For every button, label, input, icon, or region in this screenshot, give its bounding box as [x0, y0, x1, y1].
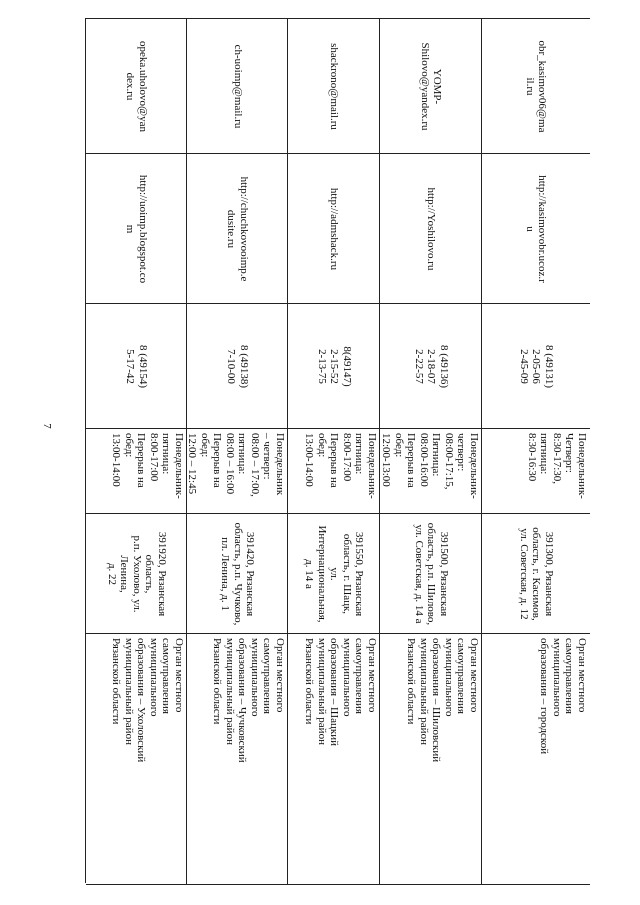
table-row — [187, 634, 288, 884]
table-row — [380, 429, 482, 514]
phone-cell: 8 (49136) 2-18-07 2-22-57 — [412, 344, 450, 389]
site-cell: http://Yoshilovo.ru — [425, 187, 438, 271]
site-cell: http://admshack.ru — [328, 187, 341, 271]
address-cell: 391420, Рязанская область, р.п. Чучково, пл. Ленина, д. 1 — [219, 522, 257, 626]
schedule-cell: Понедельник – четверг: 08:00 – 17:00, пятница: 08:00 – 16:00 Перерыв на обед: 12:00 – 12:45 — [187, 433, 286, 497]
email-cell: YOMP- Shilovo@yandex.ru — [419, 42, 444, 131]
table-row — [288, 634, 380, 884]
table-row — [482, 154, 590, 304]
organ-cell: Орган местного самоуправления муниципального образования – Чучковский муниципальный район Рязанской области — [211, 638, 286, 763]
schedule-column — [86, 428, 590, 514]
organ-cell: Орган местного самоуправления муниципального образования – Шиловский муниципальный район Рязанской области — [405, 638, 480, 763]
table-row — [380, 514, 482, 634]
organ-cell: Орган местного самоуправления муниципального образования – Шацкий муниципальный район Рязанской области — [303, 638, 378, 747]
table-row — [187, 19, 288, 154]
email-cell: shackrono@mail.ru — [328, 43, 341, 130]
address-cell: 391920, Рязанская область, р.п. Ухолово, ул. Ленина, д. 22 — [105, 531, 168, 617]
table-row — [86, 19, 187, 154]
table-row — [187, 304, 288, 429]
site-column — [86, 153, 590, 304]
table-row — [288, 429, 380, 514]
table-row — [86, 634, 187, 884]
schedule-cell: Понедельник- четверг: 08:00-17:15, Пятница: 08:00-16:00 Перерыв на обед: 12:00-13:00 — [380, 433, 480, 499]
table-row — [86, 514, 187, 634]
table-row — [482, 634, 590, 884]
email-cell: opeka.uholovo@yan dex.ru — [124, 40, 149, 133]
phone-column — [86, 303, 590, 429]
organ-cell: Орган местного самоуправления муниципального образования – городской — [538, 638, 588, 755]
table-row — [380, 19, 482, 154]
site-cell: http://uoimp.blogspot.co m — [124, 174, 149, 284]
table-row — [482, 19, 590, 154]
schedule-cell: Понедельник- пятница: 8:00-17:00 Перерыв на обед: 13:00-14:00 — [303, 433, 378, 499]
table-row — [86, 154, 187, 304]
table-row — [187, 514, 288, 634]
table-row — [380, 634, 482, 884]
table-row — [482, 429, 590, 514]
phone-cell: 8 (49154) 5-17-42 — [124, 344, 149, 389]
address-cell: 391500, Рязанская область, р.п. Шилово, ул. Советская, д. 14 а — [412, 522, 450, 626]
email-cell: obr_kasimov06@ma il.ru — [524, 40, 549, 133]
table-row — [288, 154, 380, 304]
address-column — [86, 513, 590, 634]
table-row — [187, 429, 288, 514]
email-column — [86, 18, 590, 154]
address-cell: 391550, Рязанская область, г. Шацк, ул. Интернациональная, д. 14 а — [303, 525, 366, 623]
page-number: 7 — [40, 423, 53, 429]
table-row — [288, 514, 380, 634]
table-row — [187, 154, 288, 304]
phone-cell: 8 (49131) 2-05-06 2-45-09 — [517, 344, 555, 389]
schedule-cell: Понедельник- Четверг: 8:30-17:30, пятница: 8:30-16:30 — [526, 433, 588, 499]
table-row — [86, 304, 187, 429]
table-row — [380, 154, 482, 304]
address-cell: 391300, Рязанская область, г. Касимов, ул. Советская, д. 12 — [517, 527, 555, 621]
table-row — [288, 304, 380, 429]
site-cell: http://chuchkovooimp.e dusite.ru — [225, 176, 250, 282]
schedule-cell: Понедельник- пятница: 8:00-17:00 Перерыв на обед: 13:00-14:00 — [110, 433, 185, 499]
table-row — [86, 429, 187, 514]
table-row — [288, 19, 380, 154]
organ-cell: Орган местного самоуправления муниципального образования – Ухоловский муниципальный район Рязанской области — [110, 638, 185, 763]
site-cell: http://kasimovobr.ucoz.r u — [524, 175, 549, 283]
email-cell: ch-uoimp@mail.ru — [231, 44, 244, 129]
organizations-table — [85, 18, 590, 883]
phone-cell: 8(49147) 2-15-52 2-13-75 — [315, 346, 353, 387]
table-row — [482, 514, 590, 634]
organ-column — [86, 633, 590, 885]
table-row — [482, 304, 590, 429]
phone-cell: 8 (49138) 7-10-00 — [225, 344, 250, 389]
table-row — [380, 304, 482, 429]
